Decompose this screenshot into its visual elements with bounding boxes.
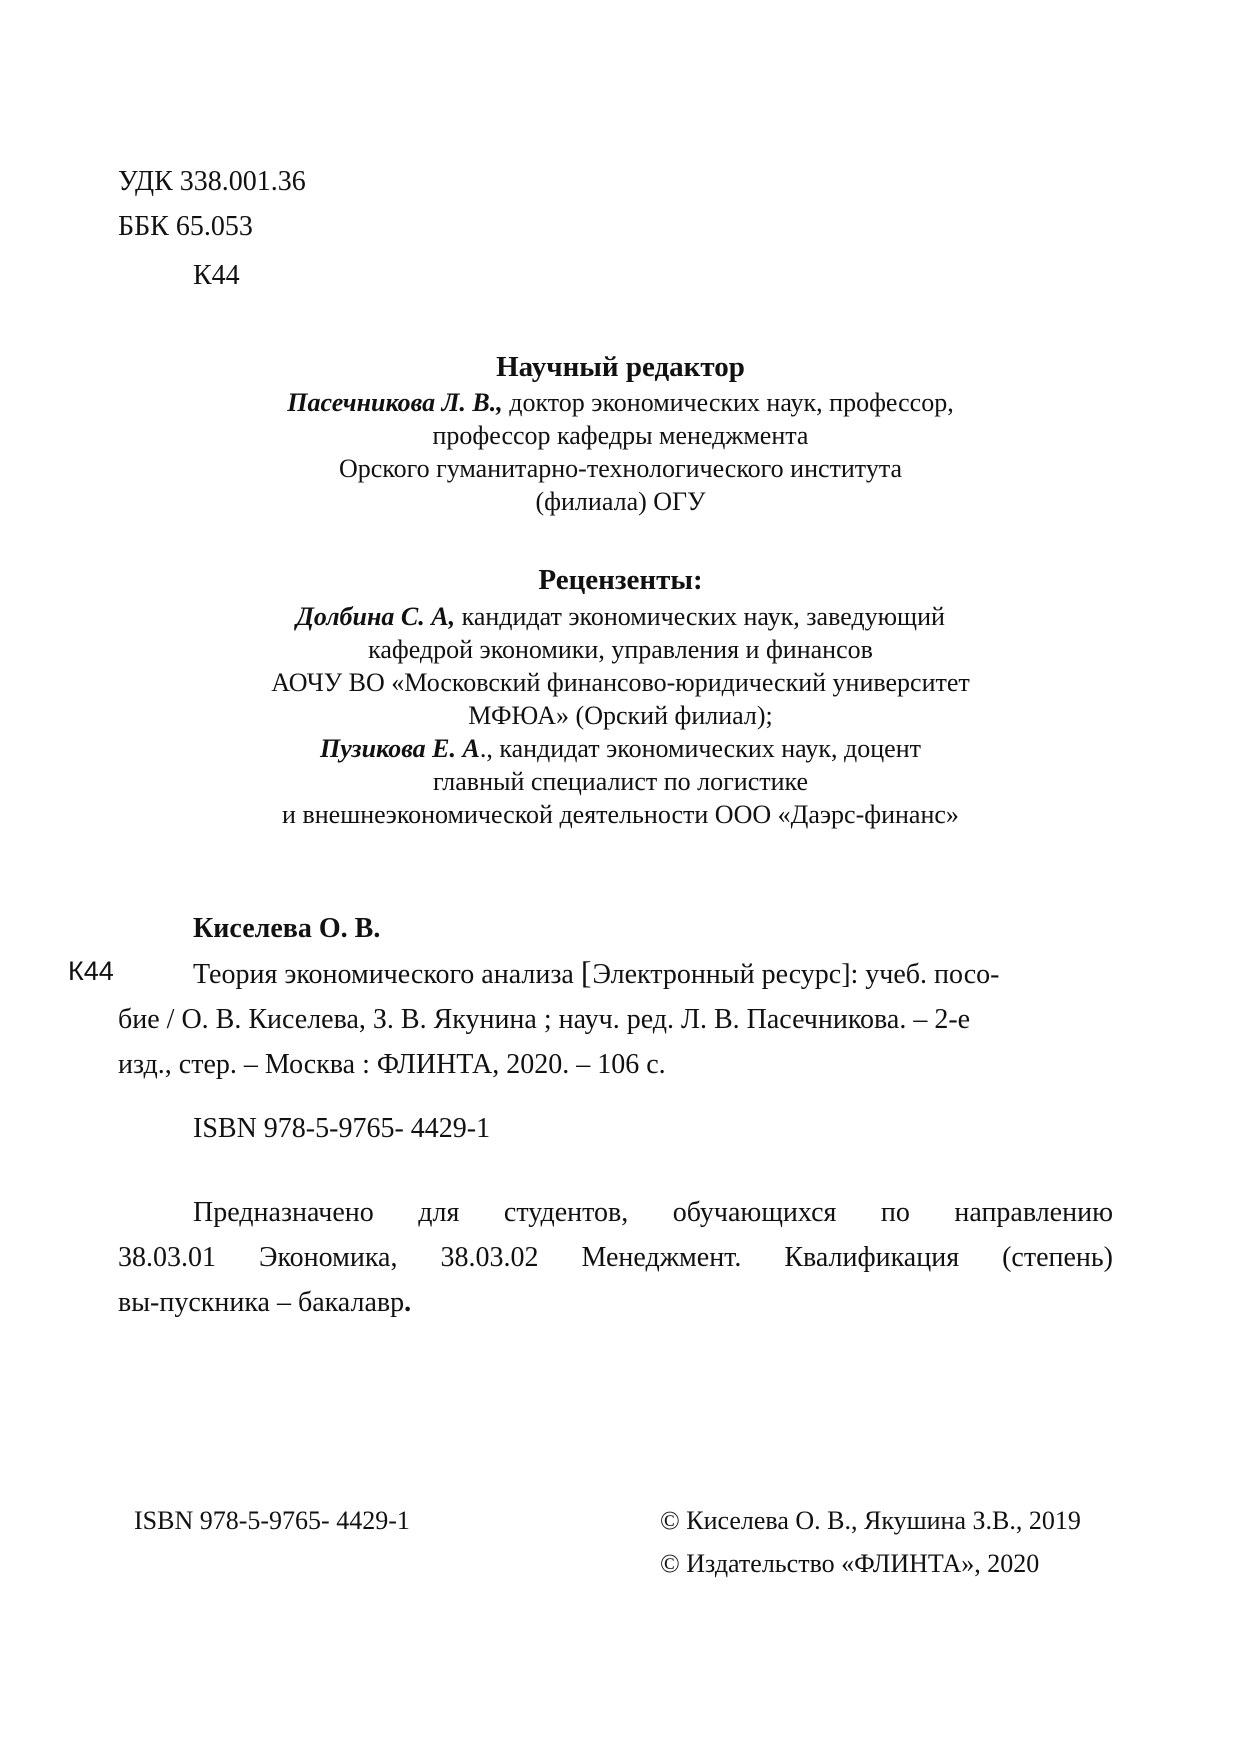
annotation-period: . <box>404 1287 412 1318</box>
isbn-main: ISBN 978-5-9765- 4429-1 <box>193 1113 491 1144</box>
author-mark: К44 <box>193 260 240 291</box>
reviewers-section <box>0 563 1241 831</box>
scientific-editor-heading: Научный редактор <box>496 351 745 383</box>
scientific-editor-section <box>0 350 1241 518</box>
bibliographic-author: Киселева О. В. <box>193 913 381 944</box>
bibliographic-line: бие / О. В. Киселева, З. В. Якунина ; науч. ред. Л. В. Пасечникова. – 2-е <box>118 1004 971 1035</box>
annotation-text: вы-пускника – бакалавр <box>118 1287 405 1318</box>
scientific-editor-line: профессор кафедры менеджмента <box>432 421 809 450</box>
bibliographic-mark: К44 <box>68 956 114 986</box>
footer-isbn: ISBN 978-5-9765- 4429-1 <box>134 1506 410 1535</box>
udk-code: УДК 338.001.36 <box>118 166 306 197</box>
reviewer-line: МФЮА» (Орский филиал); <box>468 701 773 730</box>
reviewers-heading: Рецензенты: <box>538 564 703 596</box>
annotation-line: 38.03.01 Экономика, 38.03.02 Менеджмент. Квалификация (степень) <box>118 1242 1113 1273</box>
scientific-editor-line: (филиала) ОГУ <box>535 487 706 516</box>
reviewer-2-credentials: ., кандидат экономических наук, доцент <box>479 734 921 763</box>
reviewer-line: кафедрой экономики, управления и финансов <box>368 635 873 664</box>
reviewer-line: АОЧУ ВО «Московский финансово-юридический университет <box>271 668 970 697</box>
scientific-editor-line: Орского гуманитарно-технологического института <box>338 454 903 483</box>
bibliographic-title: Теория экономического анализа <box>193 959 581 990</box>
reviewer-line: и внешнеэкономической деятельности ООО «Даэрс-финанс» <box>282 800 959 829</box>
copyright-publisher: © Издательство «ФЛИНТА», 2020 <box>660 1549 1040 1578</box>
scientific-editor-line <box>0 386 1241 419</box>
bibliographic-bracket: [ <box>580 954 592 990</box>
reviewer-line <box>0 600 1241 633</box>
bbk-code: ББК 65.053 <box>118 211 253 242</box>
bibliographic-resource-type: Электронный ресурс]: учеб. посо- <box>592 959 1000 990</box>
reviewer-1-credentials: кандидат экономических наук, заведующий <box>455 602 945 631</box>
scientific-editor-credentials: доктор экономических наук, профессор, <box>502 388 954 417</box>
scientific-editor-name: Пасечникова Л. В., <box>287 388 503 417</box>
reviewer-line: главный специалист по логистике <box>432 767 809 796</box>
bibliographic-line <box>118 950 1118 997</box>
annotation-line: Предназначено для студентов, обучающихся по направлению <box>193 1197 1113 1228</box>
bibliographic-line: изд., стер. – Москва : ФЛИНТА, 2020. – 106 с. <box>118 1049 666 1080</box>
copyright-authors: © Киселева О. В., Якушина З.В., 2019 <box>660 1506 1081 1535</box>
annotation-line <box>118 1280 1113 1325</box>
reviewer-line <box>0 732 1241 765</box>
annotation <box>118 1190 1113 1325</box>
bibliographic-description <box>118 950 1118 1087</box>
reviewer-1-name: Долбина С. А, <box>296 602 456 631</box>
reviewer-2-name: Пузикова Е. А <box>320 734 480 763</box>
